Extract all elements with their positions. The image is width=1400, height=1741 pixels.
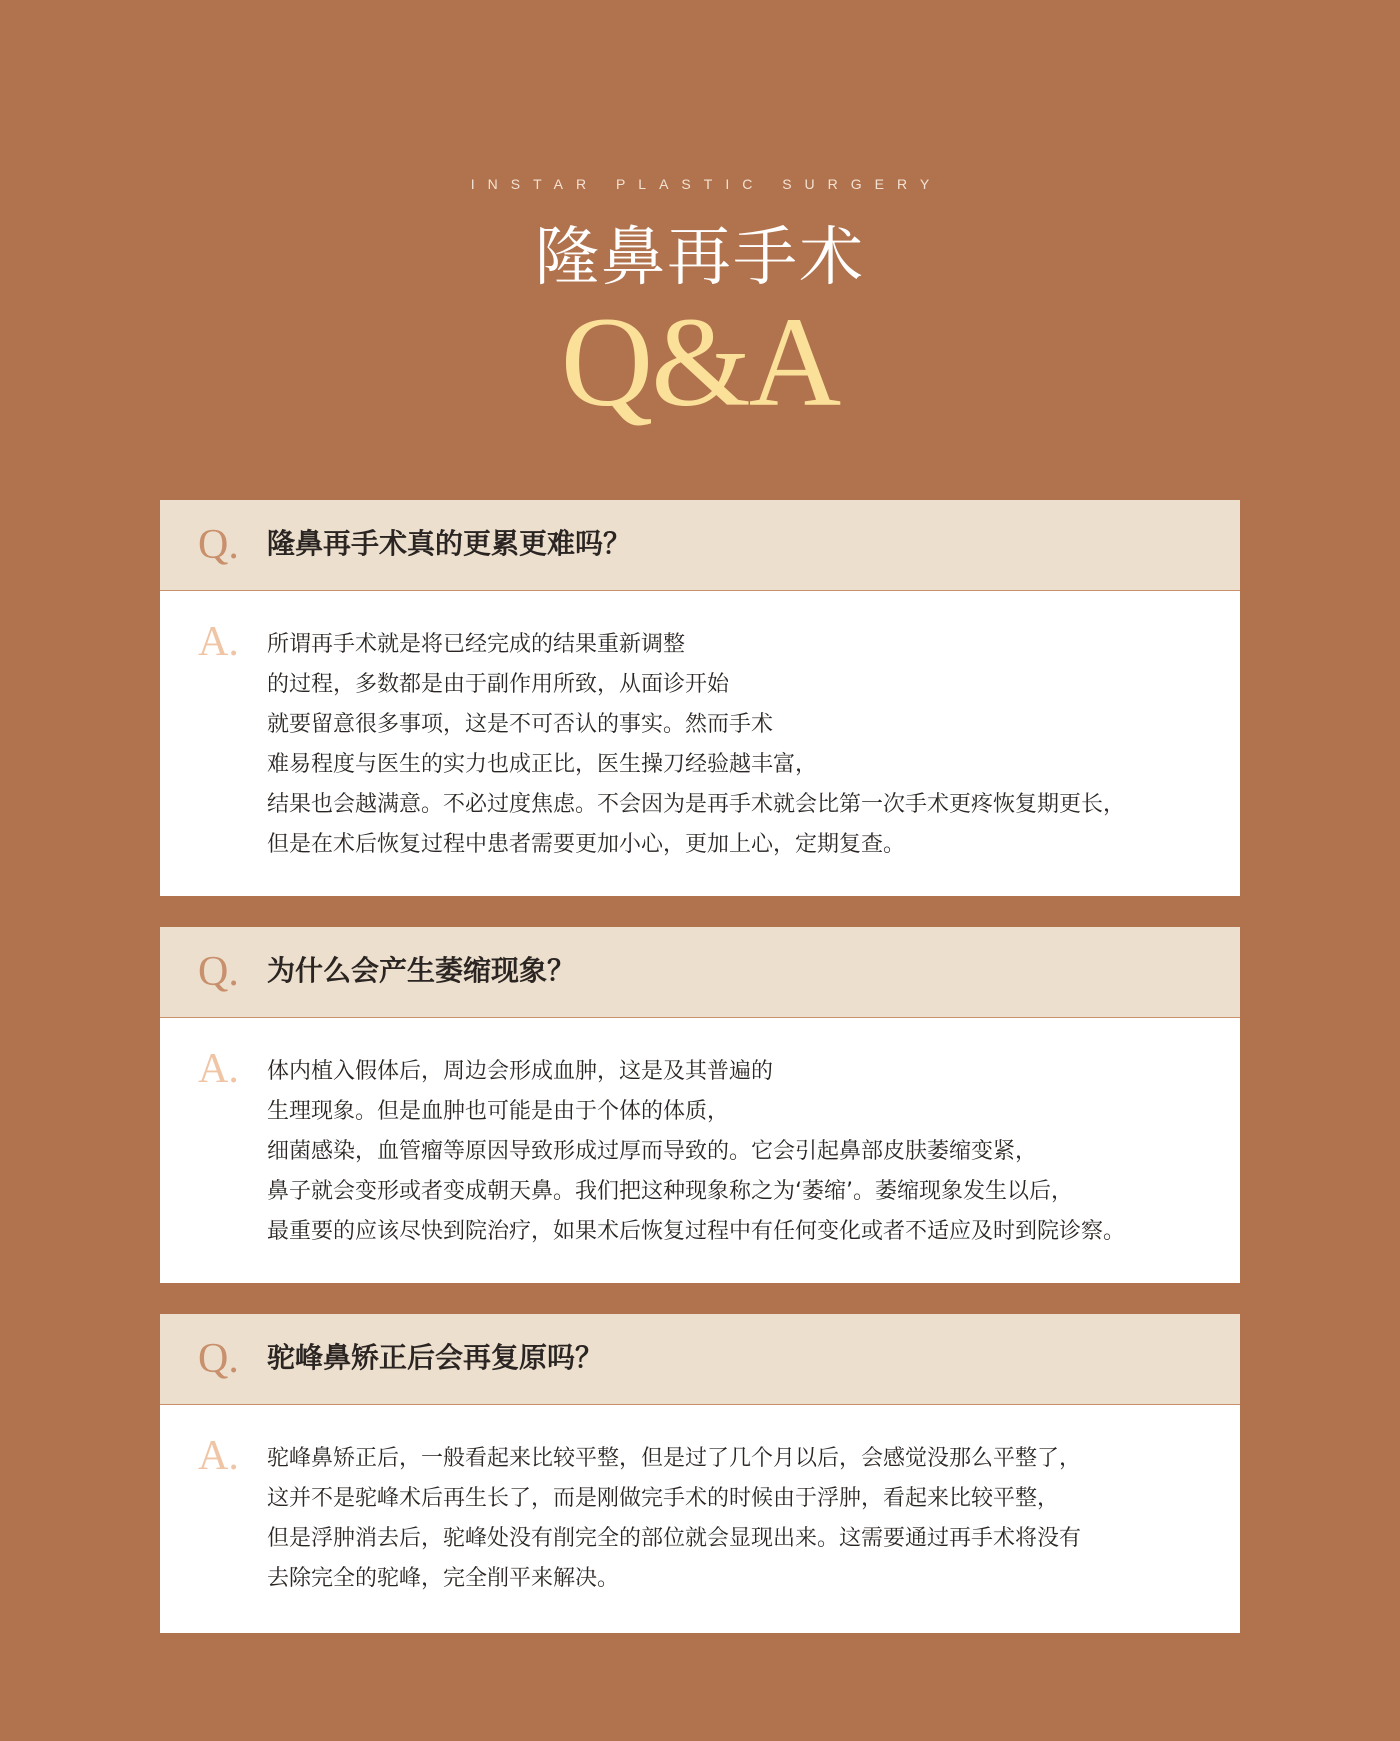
answer-line: 体内植入假体后，周边会形成血肿，这是及其普遍的 xyxy=(267,1059,774,1084)
answer-line: 生理现象。但是血肿也可能是由于个体的体质， xyxy=(267,1099,730,1124)
answer-line: 去除完全的驼峰，完全削平来解决。 xyxy=(267,1566,620,1591)
answer-block xyxy=(160,591,1240,896)
answer-line: 最重要的应该尽快到院治疗，如果术后恢复过程中有任何变化或者不适应及时到院诊察。 xyxy=(267,1219,1126,1244)
faq-card-3 xyxy=(160,1314,1240,1633)
question-text: 为什么会产生萎缩现象？ xyxy=(267,954,576,987)
answer-line: 这并不是驼峰术后再生长了，而是刚做完手术的时候由于浮肿，看起来比较平整， xyxy=(267,1486,1060,1511)
brand-eyebrow: INSTAR PLASTIC SURGERY xyxy=(470,176,943,192)
answer-block xyxy=(160,1405,1240,1633)
answer-line: 结果也会越满意。不必过度焦虑。不会因为是再手术就会比第一次手术更疼恢复期更长， xyxy=(267,792,1126,817)
answer-text xyxy=(267,625,1200,865)
answer-text xyxy=(267,1052,1200,1252)
question-marker: Q. xyxy=(198,1336,239,1382)
question-row xyxy=(160,927,1240,1018)
answer-line: 细菌感染，血管瘤等原因导致形成过厚而导致的。它会引起鼻部皮肤萎缩变紧， xyxy=(267,1139,1038,1164)
question-text: 驼峰鼻矫正后会再复原吗？ xyxy=(267,1341,604,1374)
question-marker: Q. xyxy=(198,949,239,995)
answer-line: 难易程度与医生的实力也成正比，医生操刀经验越丰富， xyxy=(267,752,818,777)
answer-block xyxy=(160,1018,1240,1283)
answer-line: 的过程，多数都是由于副作用所致，从面诊开始 xyxy=(267,672,730,697)
question-row xyxy=(160,1314,1240,1405)
answer-line: 但是在术后恢复过程中患者需要更加小心，更加上心，定期复查。 xyxy=(267,832,906,857)
question-row xyxy=(160,500,1240,591)
page-title: 隆鼻再手术 xyxy=(535,221,865,295)
answer-marker: A. xyxy=(198,1046,239,1092)
answer-marker: A. xyxy=(198,1433,239,1479)
answer-line: 鼻子就会变形或者变成朝天鼻。我们把这种现象称之为‘萎缩’。萎缩现象发生以后， xyxy=(267,1179,1073,1204)
qa-heading: Q&A xyxy=(560,291,840,433)
answer-line: 驼峰鼻矫正后，一般看起来比较平整，但是过了几个月以后，会感觉没那么平整了， xyxy=(267,1446,1082,1471)
faq-card-2 xyxy=(160,927,1240,1283)
question-marker: Q. xyxy=(198,522,239,568)
answer-line: 就要留意很多事项，这是不可否认的事实。然而手术 xyxy=(267,712,774,737)
question-text: 隆鼻再手术真的更累更难吗？ xyxy=(267,527,632,560)
answer-line: 但是浮肿消去后，驼峰处没有削完全的部位就会显现出来。这需要通过再手术将没有 xyxy=(267,1526,1082,1551)
answer-text xyxy=(267,1439,1200,1599)
faq-card-1 xyxy=(160,500,1240,896)
answer-marker: A. xyxy=(198,619,239,665)
answer-line: 所谓再手术就是将已经完成的结果重新调整 xyxy=(267,632,686,657)
